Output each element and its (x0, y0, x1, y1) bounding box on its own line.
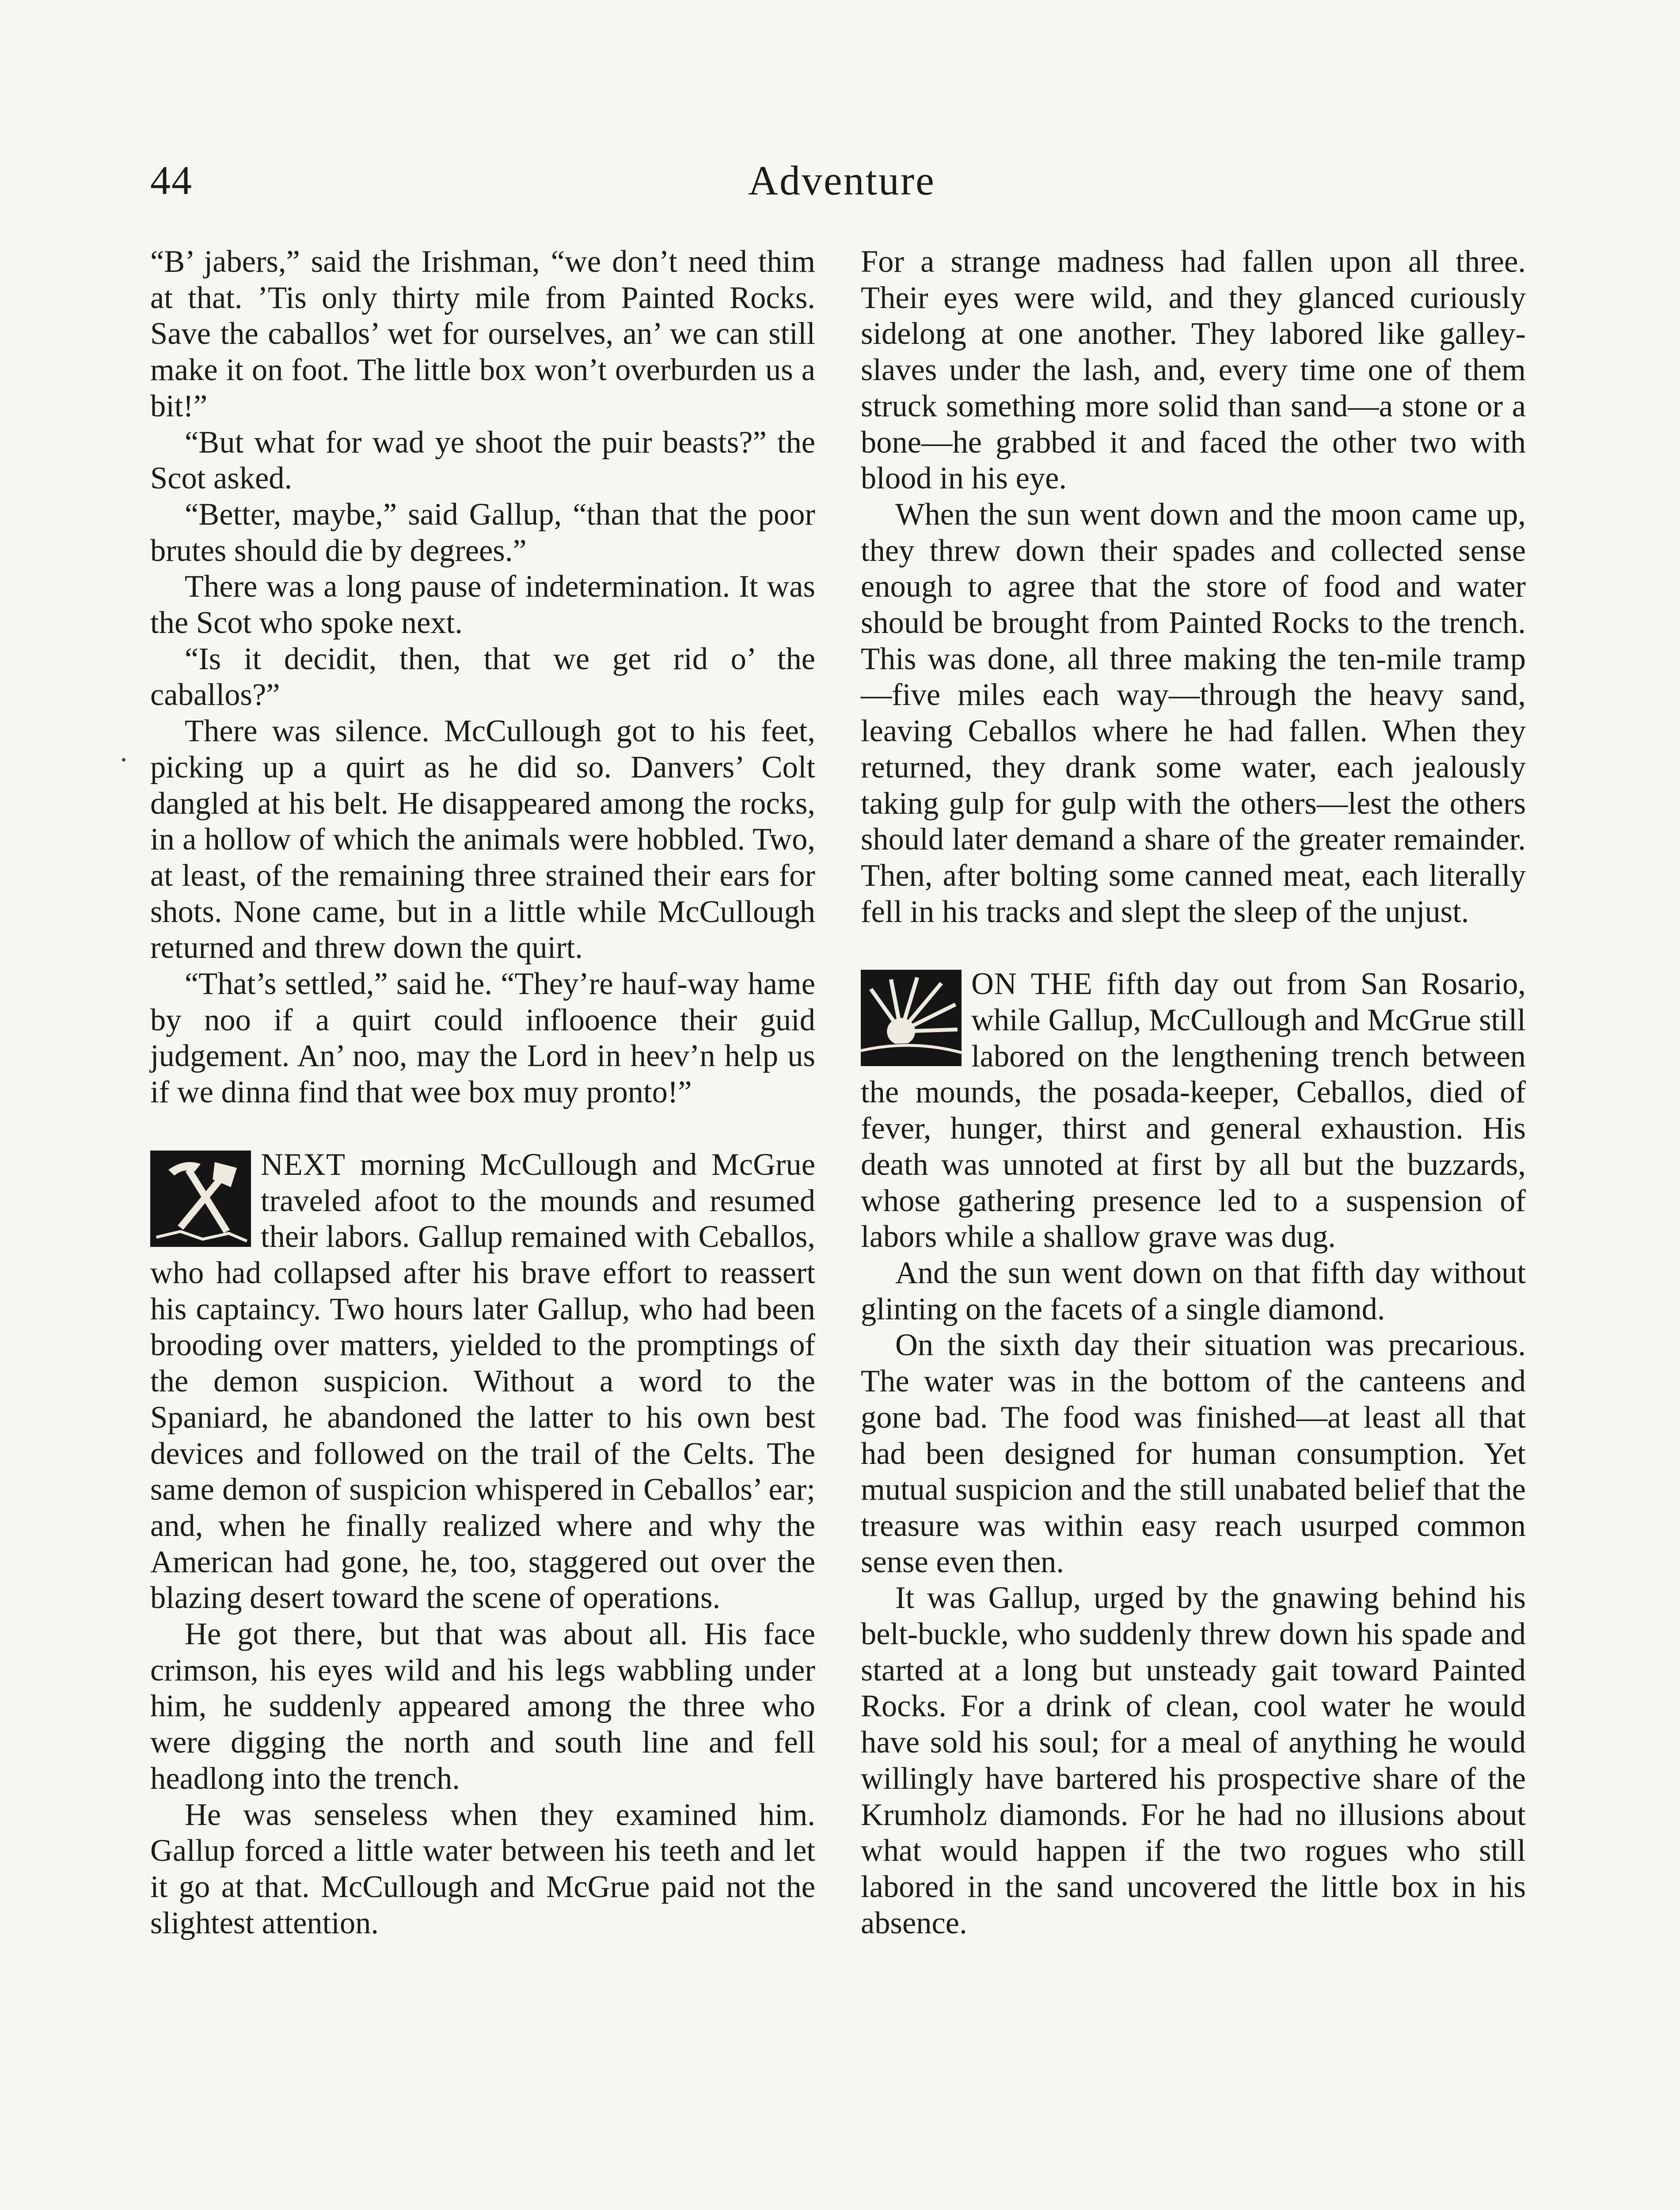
page-header (150, 157, 1533, 219)
paragraph: It was Gallup, urged by the gnawing behind his belt-buckle, who suddenly threw down his spade and started at a long but unsteady gait toward Painted Rocks. For a drink of clean, cool water he would have sold his soul; for a meal of anything he would willingly have bartered his prospective share of the Krumholz diamonds. For he had no illusions about what would happen if the two rogues who still labored in the sand uncovered the little box in his absence. (861, 1581, 1526, 1940)
paragraph: For a strange madness had fallen upon all three. Their eyes were wild, and they glanced curiously sidelong at one another. They labored like galley-slaves under the lash, and, every time one of them struck something more solid than sand—a stone or a bone—he grabbed it and faced the other two with blood in his eye. (861, 244, 1526, 496)
section-text: fifth day out from San Rosario, while Gallup, McCullough and McGrue still labored on the lengthening trench between the mounds, the posada-keeper, Ceballos, died of fever, hunger, thirst and general exhaustion. His death was unnoted at first by all but the buzzards, whose gathering presence led to a suspension of labors while a shallow grave was dug. (861, 967, 1526, 1254)
paragraph: And the sun went down on that fifth day without glinting on the facets of a single diamond. (861, 1255, 1526, 1326)
section-opening-paragraph (150, 1147, 815, 1616)
paragraph: “Better, maybe,” said Gallup, “than that the poor brutes should die by degrees.” (150, 497, 815, 568)
section-opening-paragraph (861, 966, 1526, 1255)
paragraph: There was a long pause of indetermination. It was the Scot who spoke next. (150, 569, 815, 640)
running-title: Adventure (748, 158, 935, 204)
paragraph: There was silence. McCullough got to his feet, picking up a quirt as he did so. Danvers’ Colt dangled at his belt. He disappeared among the rocks, in a hollow of which the animals were hobbled. Two, at least, of the remaining three strained their ears for shots. None came, but in a little while McCullough returned and threw down the quirt. (150, 714, 815, 965)
section-lead-word: ON THE (971, 967, 1093, 1002)
section-lead-word: NEXT (261, 1147, 346, 1182)
paragraph: He got there, but that was about all. His face crimson, his eyes wild and his legs wabbling under him, he suddenly appeared among the three who were digging the north and south line and fell headlong into the trench. (150, 1617, 815, 1796)
section-text: morning McCullough and McGrue traveled afoot to the mounds and resumed their labors. Gallup remained with Ceballos, who had collapsed after his brave effort to reassert his captaincy. Two hours later Gallup, who had been brooding over matters, yielded to the promptings of the demon suspicion. Without a word to the Spaniard, he abandoned the latter to his own best devices and followed on the trail of the Celts. The same demon of suspicion whispered in Ceballos’ ear; and, when he finally realized where and why the American had gone, he, too, staggered out over the blazing desert toward the scene of operations. (150, 1147, 815, 1616)
paragraph: “But what for wad ye shoot the puir beasts?” the Scot asked. (150, 425, 815, 496)
right-column (861, 244, 1526, 1941)
left-column (150, 244, 815, 1941)
sunburst-icon (861, 970, 962, 1066)
paragraph: When the sun went down and the moon came up, they threw down their spades and collected sense enough to agree that the store of food and water should be brought from Painted Rocks to the trench. This was done, all three making the ten-mile tramp—five miles each way—through the heavy sand, leaving Ceballos where he had fallen. When they returned, they drank some water, each jealously taking gulp for gulp with the others—lest the others should later demand a share of the greater remainder. Then, after bolting some canned meat, each literally fell in his tracks and slept the sleep of the unjust. (861, 497, 1526, 929)
crossed-pick-and-shovel-icon (150, 1151, 251, 1247)
paragraph: “Is it decidit, then, that we get rid o’ the caballos?” (150, 641, 815, 713)
print-speck (122, 758, 125, 762)
paragraph: “B’ jabers,” said the Irishman, “we don’t need thim at that. ’Tis only thirty mile from Painted Rocks. Save the caballos’ wet for ourselves, an’ we can still make it on foot. The little box won’t overburden us a bit!” (150, 244, 815, 423)
paragraph: On the sixth day their situation was precarious. The water was in the bottom of the canteens and gone bad. The food was finished—at least all that had been designed for human consumption. Yet mutual suspicion and the still unabated belief that the treasure was within easy reach usurped common sense even then. (861, 1328, 1526, 1579)
paragraph: He was senseless when they examined him. Gallup forced a little water between his teeth and let it go at that. McCullough and McGrue paid not the slightest attention. (150, 1797, 815, 1940)
page-number: 44 (150, 158, 193, 203)
paragraph: “That’s settled,” said he. “They’re hauf-way hame by noo if a quirt could inflooence their guid judgement. An’ noo, may the Lord in heev’n help us if we dinna find that wee box muy pronto!” (150, 967, 815, 1110)
